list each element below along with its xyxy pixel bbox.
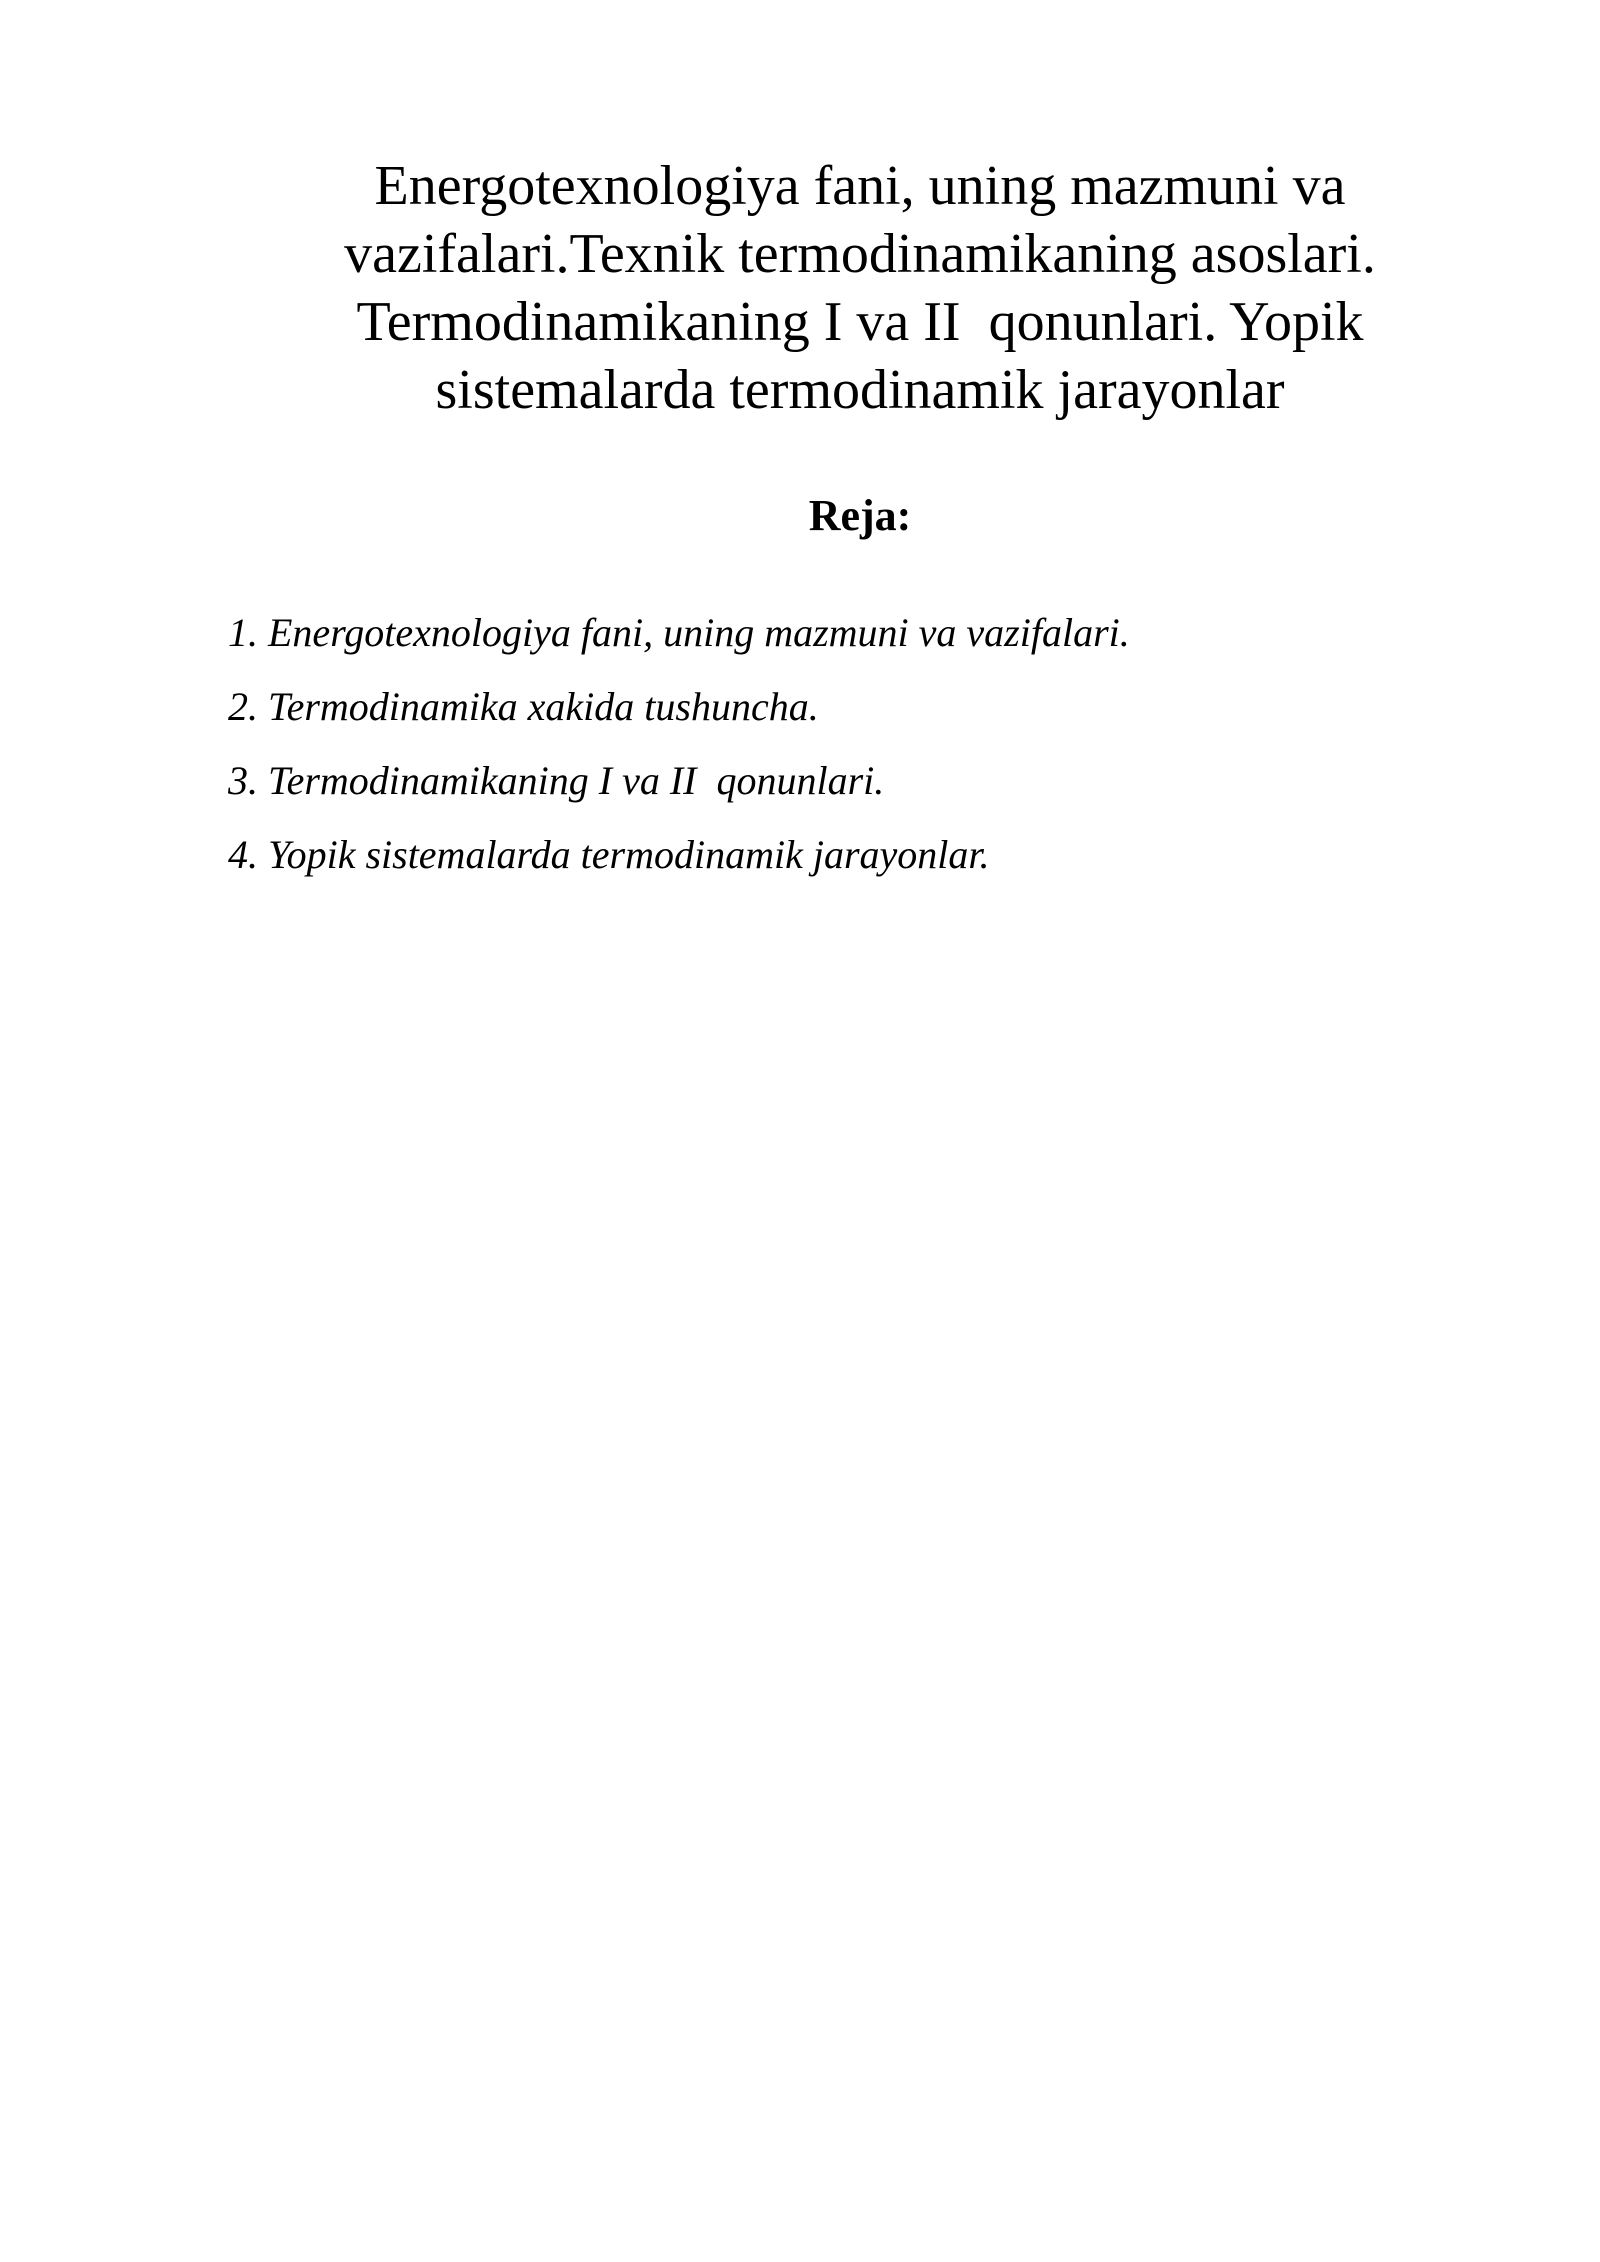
title-line: Termodinamikaning I va II qonunlari. Yopik: [356, 291, 1364, 353]
document-title: [280, 152, 1440, 424]
title-line: Energotexnologiya fani, uning mazmuni va: [374, 155, 1346, 217]
plan-item: 3. Termodinamikaning I va II qonunlari.: [228, 758, 885, 803]
title-line: sistemalarda termodinamik jarayonlar: [435, 359, 1285, 421]
plan-item: 4. Yopik sistemalarda termodinamik jarayonlar.: [228, 832, 990, 877]
plan-item: 1. Energotexnologiya fani, uning mazmuni va vazifalari.: [228, 610, 1130, 655]
plan-item: 2. Termodinamika xakida tushuncha.: [228, 684, 819, 729]
plan-list: [228, 608, 1428, 904]
title-line: vazifalari.Texnik termodinamikaning asoslari.: [344, 223, 1376, 285]
plan-heading: Reja:: [808, 491, 912, 540]
